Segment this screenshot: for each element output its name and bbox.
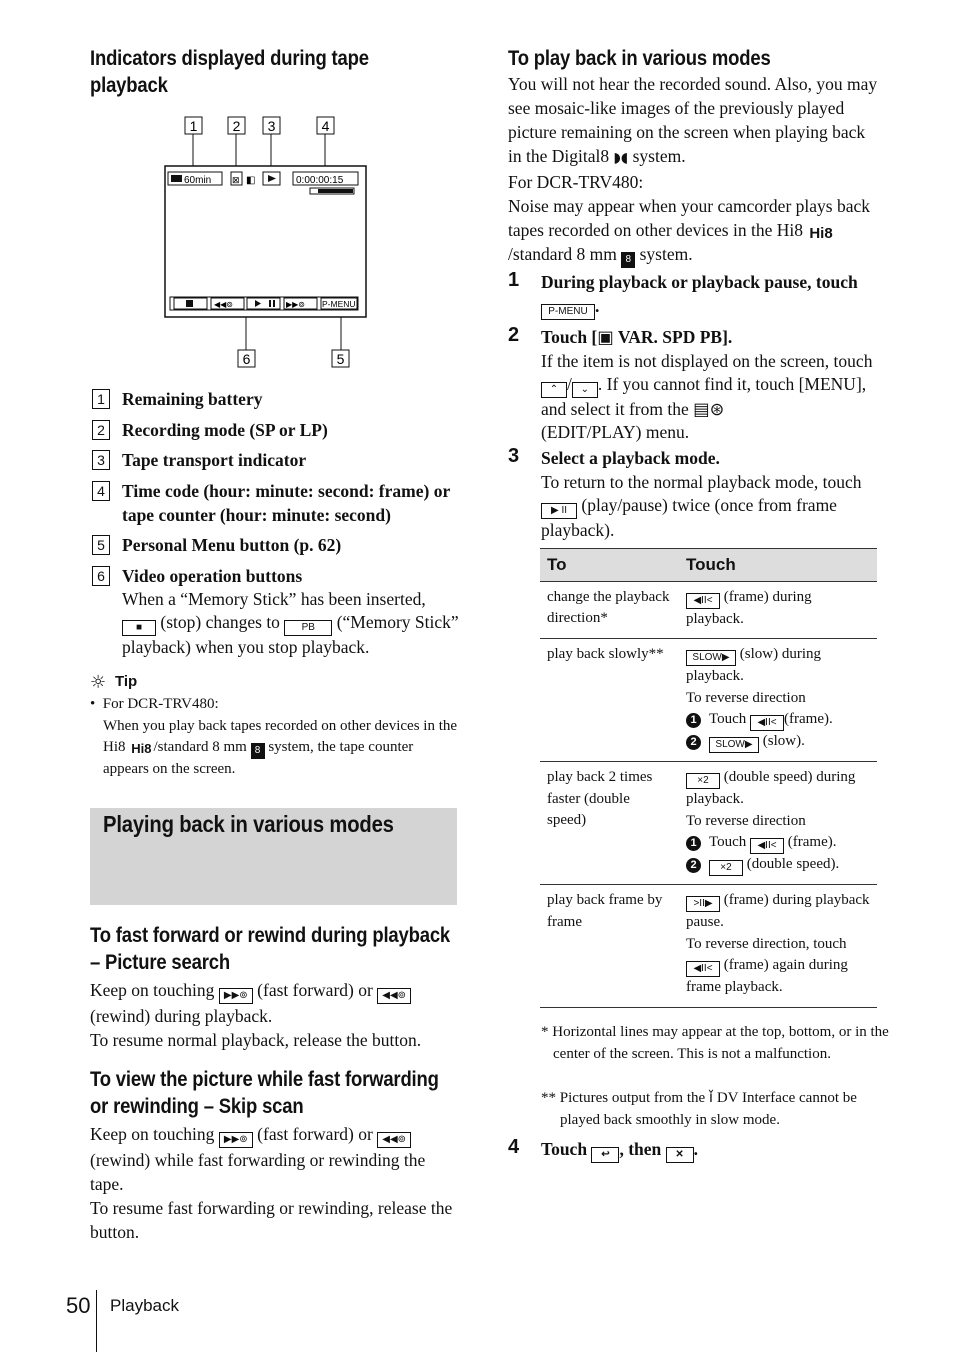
8mm-icon: 8 [251,743,265,759]
tip-body: • For DCR-TRV480: When you play back tapes recorded on other devices in the Hi8 Hi8 /standard 8 mm 8 system, the tape counter appears on the screen. [90,696,458,777]
legend-num-5: 5 [92,535,110,555]
scroll-down-icon: ⌄ [572,382,598,398]
legend-item-5: Personal Menu button (p. 62) [122,535,342,555]
battery-text: 60min [184,175,212,186]
svg-text:▶▶⊚: ▶▶⊚ [286,300,306,309]
skip-heading: To view the picture while fast forwarding or rewinding – Skip scan [90,1068,439,1118]
scroll-up-icon: ⌃ [541,382,567,398]
tape-icon: ▣ [597,328,614,348]
step-circle-1: 1 [686,836,701,851]
row-touch: ×2 (double speed) during playback. To reverse direction 1 Touch ◀II< (frame). 2 ×2 (double speed). [679,762,877,885]
row-to: play back slowly** [540,639,679,762]
edit-play-icon: ▤⊛ [693,399,725,420]
table-row [540,581,877,639]
page-number: 50 [66,1293,91,1318]
footnote-2: ** Pictures output from the ǐ DV Interface cannot be played back smoothly in slow mode. [541,1088,857,1128]
indicators-heading: Indicators displayed during tape playback [90,47,369,97]
col-to: To [540,549,679,582]
step-4-num: 4 [508,1136,520,1158]
callout-3: 3 [267,118,276,134]
footer-divider [96,1290,97,1352]
hi8-icon: Hi8 [809,225,833,242]
legend-num-3: 3 [92,450,110,470]
legend-num-4: 4 [92,481,110,501]
legend-item-2: Recording mode (SP or LP) [122,420,328,440]
row-touch: >II▶ (frame) during playback pause. To reverse direction, touch ◀II< (frame) again during frame playback. [679,885,877,1008]
callout-2: 2 [232,118,241,134]
frame-reverse-icon: ◀II< [750,715,784,731]
pmenu-icon: P-MENU [541,304,595,320]
timecode-text: 0:00:00:15 [296,175,344,186]
step-4-title: Touch ↩ , then ✕ . [541,1137,881,1163]
pmenu-text: P-MENU [322,299,356,309]
slow-icon: SLOW▶ [709,737,759,753]
table-row [540,885,877,1008]
callout-5: 5 [336,351,345,367]
stop-icon: ■ [122,620,156,636]
footnote-1: * Horizontal lines may appear at the top, bottom, or in the center of the screen. This is not a malfunction. [541,1024,889,1062]
frame-forward-icon: >II▶ [686,896,720,912]
section-title: Playing back in various modes [103,811,394,837]
svg-text:⊠: ⊠ [232,175,240,185]
step-1-title: During playback or playback pause, touch P-MENU . [541,270,881,320]
col-touch: Touch [679,549,877,582]
table-header [540,549,877,582]
legend-item-3: Tape transport indicator [122,450,307,470]
ff-body: Keep on touching ▶▶⊚ (fast forward) or ◀◀⊚ (rewind) during playback. To resume normal playback, release the button. [90,980,422,1050]
double-speed-icon: ×2 [709,860,743,876]
legend-item-6: Video operation buttons [122,566,303,586]
row-touch: ◀II< (frame) during playback. [679,581,877,639]
play-pause-icon: ▶ II [541,503,577,519]
frame-reverse-icon: ◀II< [686,961,720,977]
return-icon: ↩ [591,1147,619,1163]
modes-table [540,548,877,1008]
modes-intro: You will not hear the recorded sound. Also, you may see mosaic-like images of the previously played picture remaining on the screen when playing back in the Digital8 ◗◖ system. For DCR-TRV480: Noise may appear when your camcorder plays back tapes recorded on other devices in the Hi8 Hi8/standard 8 mm 8 system. [508,72,878,268]
step-2-body: If the item is not displayed on the screen, touch ⌃ / ⌄ . If you cannot find it, touch [MENU], and select it from the ▤⊛ (EDIT/PLAY) menu. [541,351,873,442]
digital8-icon: ◗◖ [613,150,629,166]
step-2-title: Touch [▣ VAR. SPD PB]. [541,327,733,348]
slow-icon: SLOW▶ [686,650,736,666]
row-to: play back frame by frame [540,885,679,1008]
step-circle-1: 1 [686,713,701,728]
callout-6: 6 [242,351,251,367]
8mm-icon: 8 [621,252,635,268]
step-3-title: Select a playback mode. [541,448,720,468]
ff-heading: To fast forward or rewind during playback – Picture search [90,924,451,974]
legend-item-4: Time code (hour: minute: second: frame) or tape counter (hour: minute: second) [122,481,450,525]
legend6-body: When a “Memory Stick” has been inserted, ■ (stop) changes to PB (“Memory Stick” playback) when you stop playback. [122,589,459,657]
callout-4: 4 [321,118,330,134]
step-circle-2: 2 [686,735,701,750]
row-to: change the playback direction* [540,581,679,639]
step-2-num: 2 [508,324,520,346]
legend-item-1: Remaining battery [122,389,263,409]
hi8-icon: Hi8 [131,741,152,756]
tip-icon: ☼ [90,672,107,693]
rewind-icon: ◀◀⊚ [377,1132,411,1148]
legend-num-2: 2 [92,420,110,440]
frame-reverse-icon: ◀II< [686,593,720,609]
step-3-num: 3 [508,445,520,467]
dv-interface-icon: ǐ [708,1088,714,1106]
playback-screen-diagram [160,112,372,372]
row-to: play back 2 times faster (double speed) [540,762,679,885]
step-3-body: To return to the normal playback mode, touch ▶ II (play/pause) twice (once from frame playback). [541,472,862,540]
skip-body: Keep on touching ▶▶⊚ (fast forward) or ◀◀⊚ (rewind) while fast forwarding or rewinding the tape. To resume fast forwarding or rewinding, release the button. [90,1124,453,1242]
callout-1: 1 [189,118,198,134]
legend-num-6: 6 [92,566,110,586]
fast-forward-icon: ▶▶⊚ [219,988,253,1004]
svg-text:◧: ◧ [246,175,256,186]
legend-num-1: 1 [92,389,110,409]
table-row [540,639,877,762]
step-circle-2: 2 [686,858,701,873]
row-touch: SLOW▶ (slow) during playback. To reverse direction 1 Touch ◀II< (frame). 2 SLOW▶ (slow). [679,639,877,762]
fast-forward-icon: ▶▶⊚ [219,1132,253,1148]
rewind-icon: ◀◀⊚ [377,988,411,1004]
double-speed-icon: ×2 [686,773,720,789]
memory-stick-pb-icon: PB [284,620,332,636]
step-1-num: 1 [508,269,520,291]
close-icon: ✕ [666,1147,694,1163]
tip-label: Tip [115,673,138,690]
svg-text:◀◀⊚: ◀◀⊚ [214,300,234,309]
modes-heading: To play back in various modes [508,47,771,70]
frame-reverse-icon: ◀II< [750,838,784,854]
table-row [540,762,877,885]
footer-section: Playback [110,1296,179,1315]
